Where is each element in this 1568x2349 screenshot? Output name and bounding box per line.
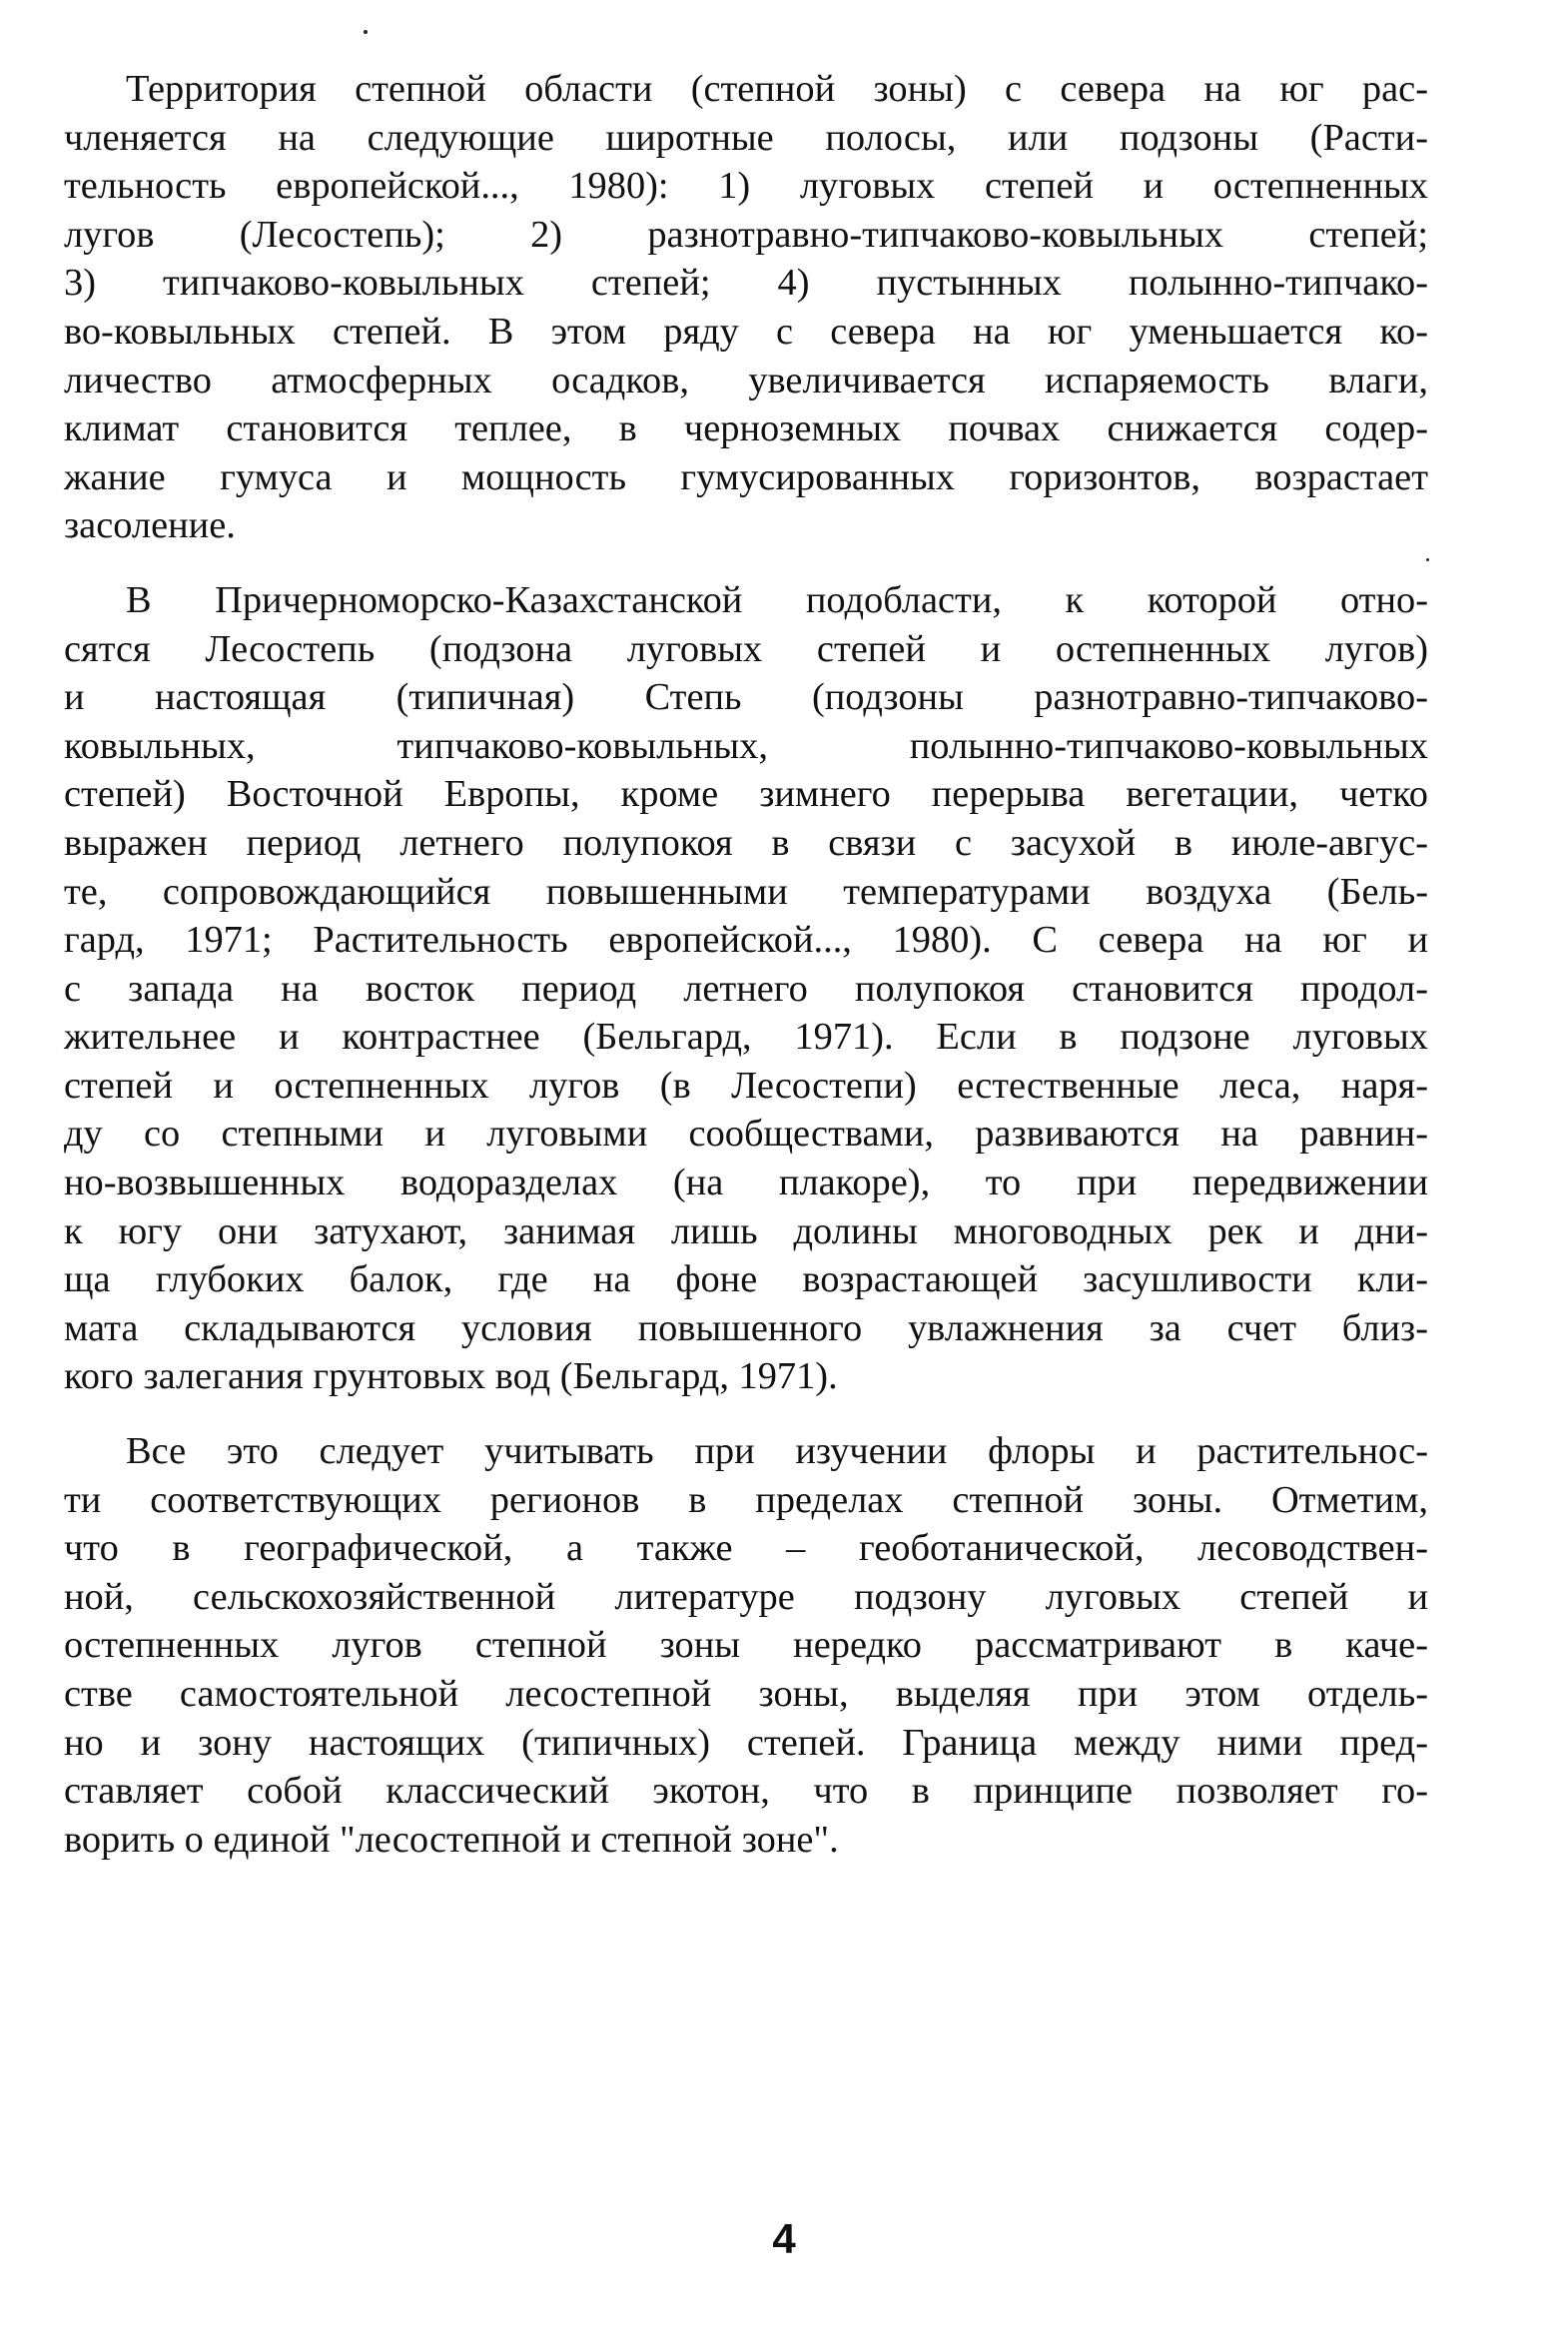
text-line: выражен период летнего полупокоя в связи с засухой в июле-авгус- (64, 821, 1428, 864)
text-line: во-ковыльных степей. В этом ряду с севера на юг уменьшается ко- (64, 310, 1428, 353)
text-line: В Причерноморско-Казахстанской подобласти, к которой отно- (126, 578, 1428, 621)
text-line: Все это следует учитывать при изучении флоры и растительнос- (126, 1430, 1428, 1473)
text-line: остепненных лугов степной зоны нередко рассматривают в каче- (64, 1624, 1428, 1667)
text-line: те, сопровождающийся повышенными температурами воздуха (Бель- (64, 870, 1428, 913)
paragraph-1 (64, 65, 1428, 550)
page-number: 4 (772, 2215, 796, 2262)
text-line: ти соответствующих регионов в пределах степной зоны. Отметим, (64, 1478, 1428, 1521)
paragraph-2 (64, 576, 1428, 1401)
text-line: жительнее и контрастнее (Бельгард, 1971). Если в подзоне луговых (64, 1016, 1428, 1059)
text-line: жание гумуса и мощность гумусированных горизонтов, возрастает (64, 455, 1428, 498)
text-line: мата складываются условия повышенного увлажнения за счет близ- (64, 1306, 1428, 1349)
text-line: стве самостоятельной лесостепной зоны, выделяя при этом отдель- (64, 1673, 1428, 1715)
text-line: ду со степными и луговыми сообществами, развиваются на равнин- (64, 1113, 1428, 1156)
text-line: Территория степной области (степной зоны) с севера на юг рас- (126, 68, 1428, 110)
text-line: 3) типчаково-ковыльных степей; 4) пустынных полынно-типчако- (64, 262, 1428, 305)
text-line: тельность европейской..., 1980): 1) луговых степей и остепненных (64, 165, 1428, 208)
text-line: с запада на восток период летнего полупокоя становится продол- (64, 967, 1428, 1010)
text-line: гард, 1971; Растительность европейской..., 1980). С севера на юг и (64, 919, 1428, 962)
text-line: членяется на следующие широтные полосы, или подзоны (Расти- (64, 116, 1428, 159)
paragraph-3 (64, 1427, 1428, 1864)
text-line: сятся Лесостепь (подзона луговых степей и остепненных лугов) (64, 627, 1428, 670)
text-line: ной, сельскохозяйственной литературе подзону луговых степей и (64, 1575, 1428, 1618)
text-line: личество атмосферных осадков, увеличивается испаряемость влаги, (64, 359, 1428, 401)
text-line: и настоящая (типичная) Степь (подзоны разнотравно-типчаково- (64, 676, 1428, 719)
text-line: к югу они затухают, занимая лишь долины многоводных рек и дни- (64, 1209, 1428, 1252)
text-line: ворить о единой "лесостепной и степной зоне". (64, 1818, 839, 1861)
scan-speck (364, 30, 368, 34)
text-line: что в географической, а также – геоботанической, лесоводствен- (64, 1527, 1428, 1570)
body-text (64, 65, 1428, 1890)
text-line: но и зону настоящих (типичных) степей. Граница между ними пред- (64, 1721, 1428, 1764)
text-line: степей и остепненных лугов (в Лесостепи) естественные леса, наря- (64, 1064, 1428, 1107)
text-line: климат становится теплее, в черноземных почвах снижается содер- (64, 407, 1428, 450)
text-line: ставляет собой классический экотон, что в принципе позволяет го- (64, 1770, 1428, 1813)
text-line: кого залегания грунтовых вод (Бельгард, 1971). (64, 1355, 838, 1398)
text-line: лугов (Лесостепь); 2) разнотравно-типчаково-ковыльных степей; (64, 213, 1428, 256)
text-line: степей) Восточной Европы, кроме зимнего перерыва вегетации, четко (64, 773, 1428, 816)
text-line: ща глубоких балок, где на фоне возрастающей засушливости кли- (64, 1258, 1428, 1301)
text-line: но-возвышенных водоразделах (на плакоре), то при передвижении (64, 1162, 1428, 1204)
text-line: засоление. (64, 504, 236, 547)
text-line: ковыльных, типчаково-ковыльных, полынно-типчаково-ковыльных (64, 724, 1428, 767)
